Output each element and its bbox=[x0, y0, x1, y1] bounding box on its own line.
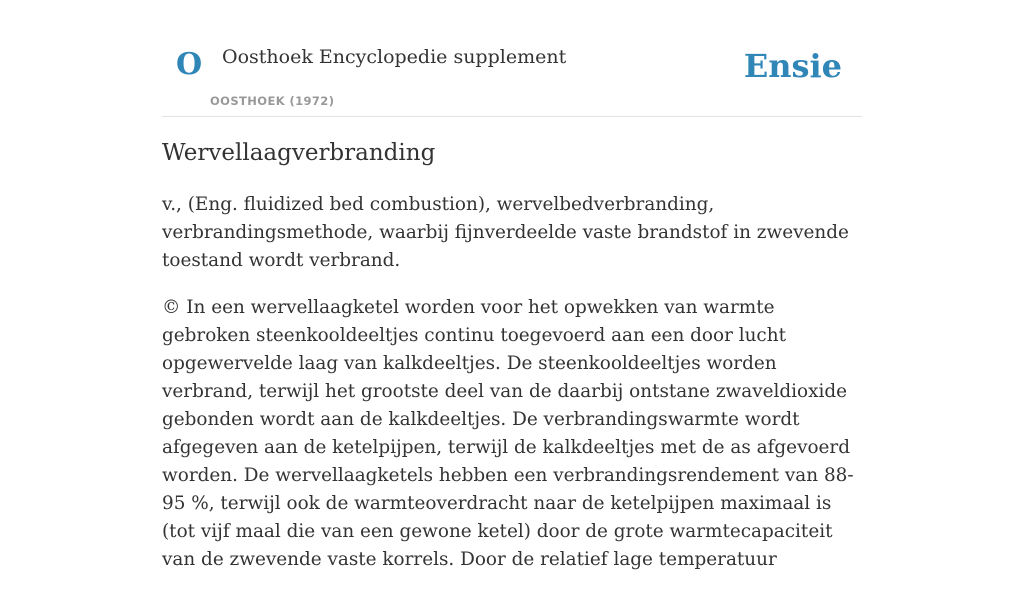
source-logo[interactable]: O bbox=[176, 47, 203, 82]
article-title: Wervellaagverbranding bbox=[162, 140, 436, 166]
source-publisher-year: OOSTHOEK (1972) bbox=[210, 94, 335, 108]
source-header bbox=[162, 0, 862, 117]
article-paragraph-definition: v., (Eng. fluidized bed combustion), wervelbedverbranding, verbrandingsmethode, waarbij fijnverdeelde vaste brandstof in zwevende toestand wordt verbrand. bbox=[162, 194, 849, 271]
article-paragraph-description: © In een wervellaagketel worden voor het opwekken van warmte gebroken steenkooldeeltjes continu toegevoerd aan een door lucht opgewervelde laag van kalkdeeltjes. De steenkooldeeltjes worden verbrand, terwijl het grootste deel van de daarbij ontstane zwaveldioxide gebonden wordt aan de kalkdeeltjes. De verbrandingswarmte wordt afgegeven aan de ketelpijpen, terwijl de kalkdeeltjes met de as afgevoerd worden. De wervellaagketels hebben een verbrandingsrendement van 88-95 %, terwijl ook de warmteoverdracht naar de ketelpijpen maximaal is (tot vijf maal die van een gewone ketel) door de grote warmtecapaciteit van de zwevende vaste korrels. Door de relatief lage temperatuur bbox=[162, 297, 854, 570]
article-body bbox=[162, 191, 862, 593]
page-container bbox=[162, 0, 862, 570]
ensie-brand-logo[interactable]: Ensie bbox=[743, 47, 842, 85]
source-title-link[interactable]: Oosthoek Encyclopedie supplement bbox=[222, 46, 567, 68]
